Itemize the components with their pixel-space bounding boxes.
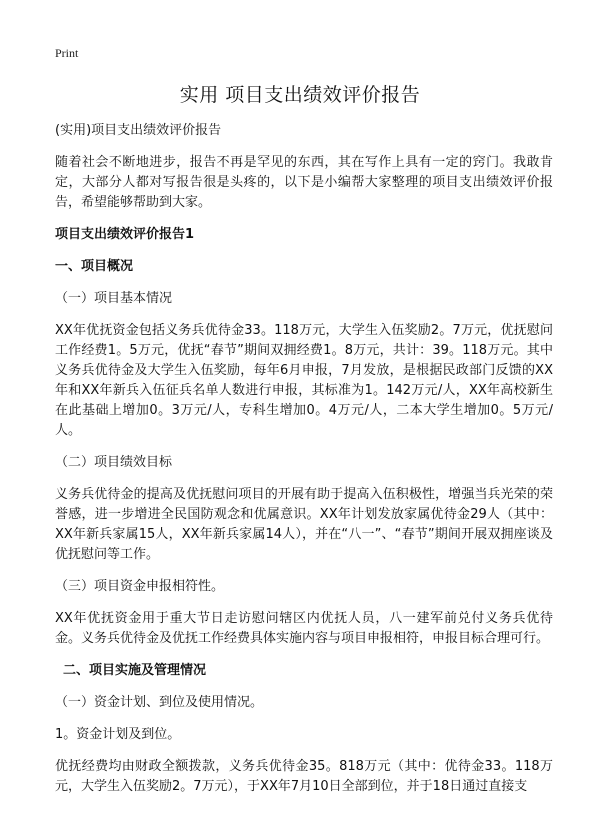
section-heading-implementation: 二、项目实施及管理情况: [63, 663, 207, 678]
report-heading: 项目支出绩效评价报告1: [55, 227, 195, 242]
document-subtitle: (实用)项目支出绩效评价报告: [55, 123, 222, 138]
document-body: [55, 121, 553, 809]
page-title: 实用 项目支出绩效评价报告: [179, 84, 421, 106]
subsection-heading-goals: （二）项目绩效目标: [55, 455, 173, 470]
section-heading-overview: 一、项目概况: [55, 259, 134, 274]
item-heading-funds-plan: 1。资金计划及到位。: [55, 727, 181, 742]
print-link[interactable]: Print: [55, 46, 79, 60]
paragraph-conformity: XX年优抚资金用于重大节日走访慰问辖区内优抚人员，八一建军前兑付义务兵优待金。义务兵优待金及优抚工作经费具体实施内容与项目申报相符，申报目标合理可行。: [55, 611, 553, 646]
paragraph-funds-plan: 优抚经费均由财政全额拨款，义务兵优待金35。818万元（其中：优待金33。118万元，大学生入伍奖励2。7万元），于XX年7月10日全部到位，并于18日通过直接支: [55, 759, 553, 794]
subsection-heading-conformity: （三）项目资金申报相符性。: [55, 579, 225, 594]
subsection-heading-basic: （一）项目基本情况: [55, 291, 173, 306]
paragraph-goals: 义务兵优待金的提高及优抚慰问项目的开展有助于提高入伍积极性，增强当兵光荣的荣誉感，进一步增进全民国防观念和优属意识。XX年计划发放家属优待金29人（其中：XX年新兵家属15人，XX年新兵家属14人），并在“八一”、“春节”期间开展双拥座谈及优抚慰问等工作。: [55, 487, 553, 562]
intro-paragraph: 随着社会不断地进步，报告不再是罕见的东西，其在写作上具有一定的窍门。我敢肯定，大部分人都对写报告很是头疼的，以下是小编帮大家整理的项目支出绩效评价报告，希望能够帮助到大家。: [55, 155, 553, 210]
paragraph-basic: XX年优抚资金包括义务兵优待金33。118万元，大学生入伍奖励2。7万元，优抚慰问工作经费1。5万元，优抚“春节”期间双拥经费1。8万元，共计：39。118万元。其中义务兵优待金及大学生入伍奖励，每年6月申报，7月发放，是根据民政部门反馈的XX年和XX年新兵入伍征兵名单人数进行申报，其标准为1。142万元/人，XX年高校新生在此基础上增加0。3万元/人，专科生增加0。4万元/人，二本大学生增加0。5万元/人。: [55, 323, 553, 438]
subsection-heading-funds: （一）资金计划、到位及使用情况。: [55, 695, 264, 710]
